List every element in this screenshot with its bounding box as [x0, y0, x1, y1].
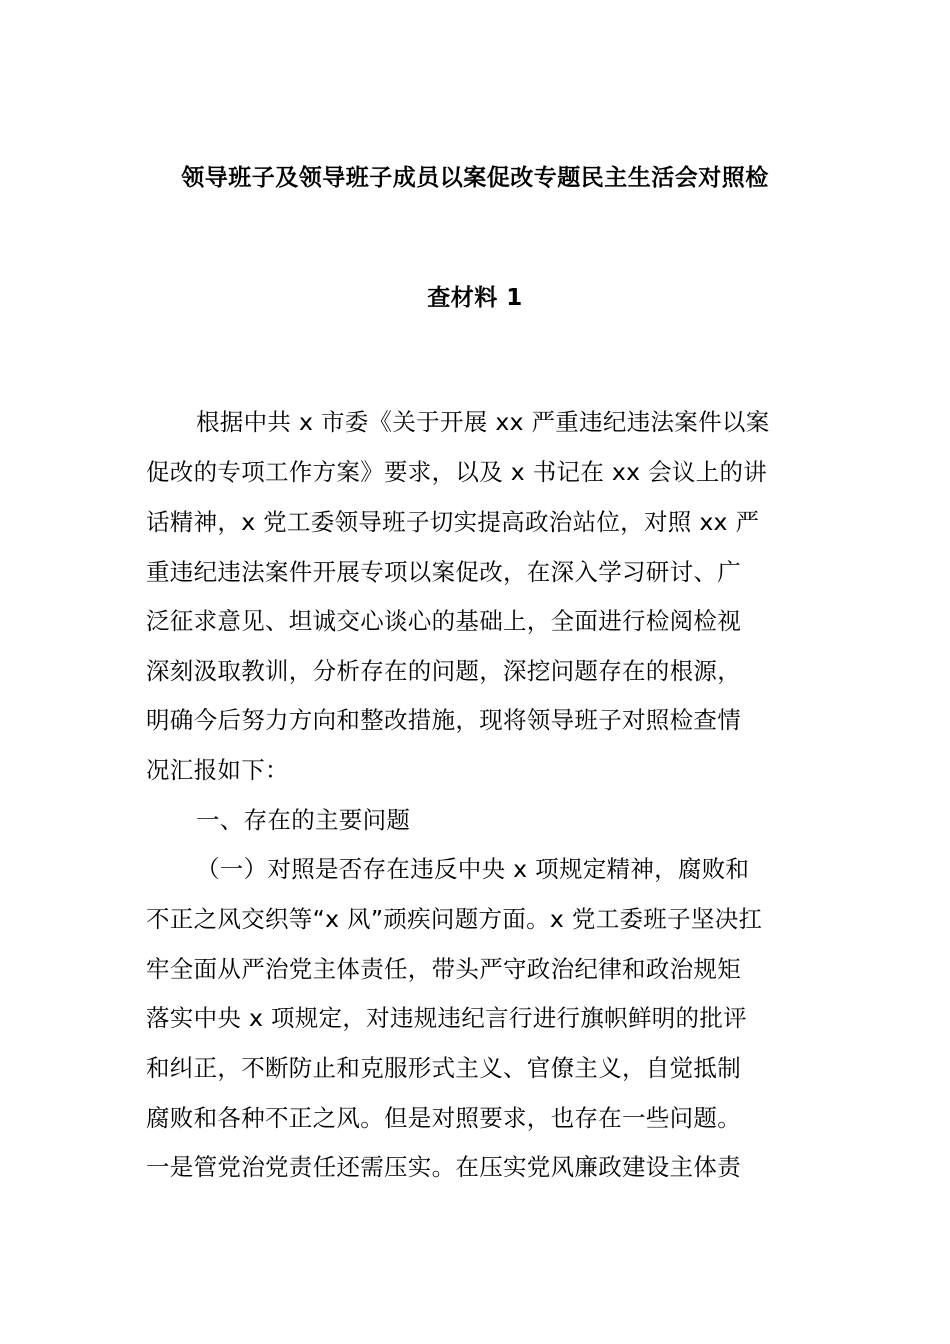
section-heading: 一、存在的主要问题 — [196, 806, 411, 834]
paragraph-line: 重违纪违法案件开展专项以案促改，在深入学习研讨、广 — [146, 558, 741, 586]
paragraph-line: 话精神，x 党工委领导班子切实提高政治站位，对照 xx 严 — [146, 508, 760, 536]
paragraph-line: 腐败和各种不正之风。但是对照要求，也存在一些问题。 — [146, 1104, 741, 1132]
paragraph-line: 落实中央 x 项规定，对违规违纪言行进行旗帜鲜明的批评 — [146, 1004, 747, 1032]
paragraph-line: 促改的专项工作方案》要求，以及 x 书记在 xx 会议上的讲 — [146, 458, 768, 486]
paragraph-line: 深刻汲取教训，分析存在的问题，深挖问题存在的根源， — [146, 657, 741, 685]
paragraph-line: 泛征求意见、坦诚交心谈心的基础上，全面进行检阅检视 — [146, 607, 741, 635]
paragraph-line: 明确今后努力方向和整改措施，现将领导班子对照检查情 — [146, 706, 741, 734]
paragraph-line: 根据中共 x 市委《关于开展 xx 严重违纪违法案件以案 — [196, 408, 770, 436]
paragraph-line: 一是管党治党责任还需压实。在压实党风廉政建设主体责 — [146, 1153, 741, 1181]
paragraph-line: （一）对照是否存在违反中央 x 项规定精神，腐败和 — [196, 855, 750, 883]
paragraph-line: 牢全面从严治党主体责任，带头严守政治纪律和政治规矩 — [146, 955, 741, 983]
document-title-line-2: 查材料 1 — [427, 285, 523, 311]
document-title-line-1: 领导班子及领导班子成员以案促改专题民主生活会对照检 — [181, 165, 769, 191]
paragraph-line: 况汇报如下： — [146, 756, 289, 784]
paragraph-line: 和纠正，不断防止和克服形式主义、官僚主义，自觉抵制 — [146, 1054, 741, 1082]
paragraph-line: 不正之风交织等“x 风”顽疾问题方面。x 党工委班子坚决扛 — [146, 905, 763, 933]
